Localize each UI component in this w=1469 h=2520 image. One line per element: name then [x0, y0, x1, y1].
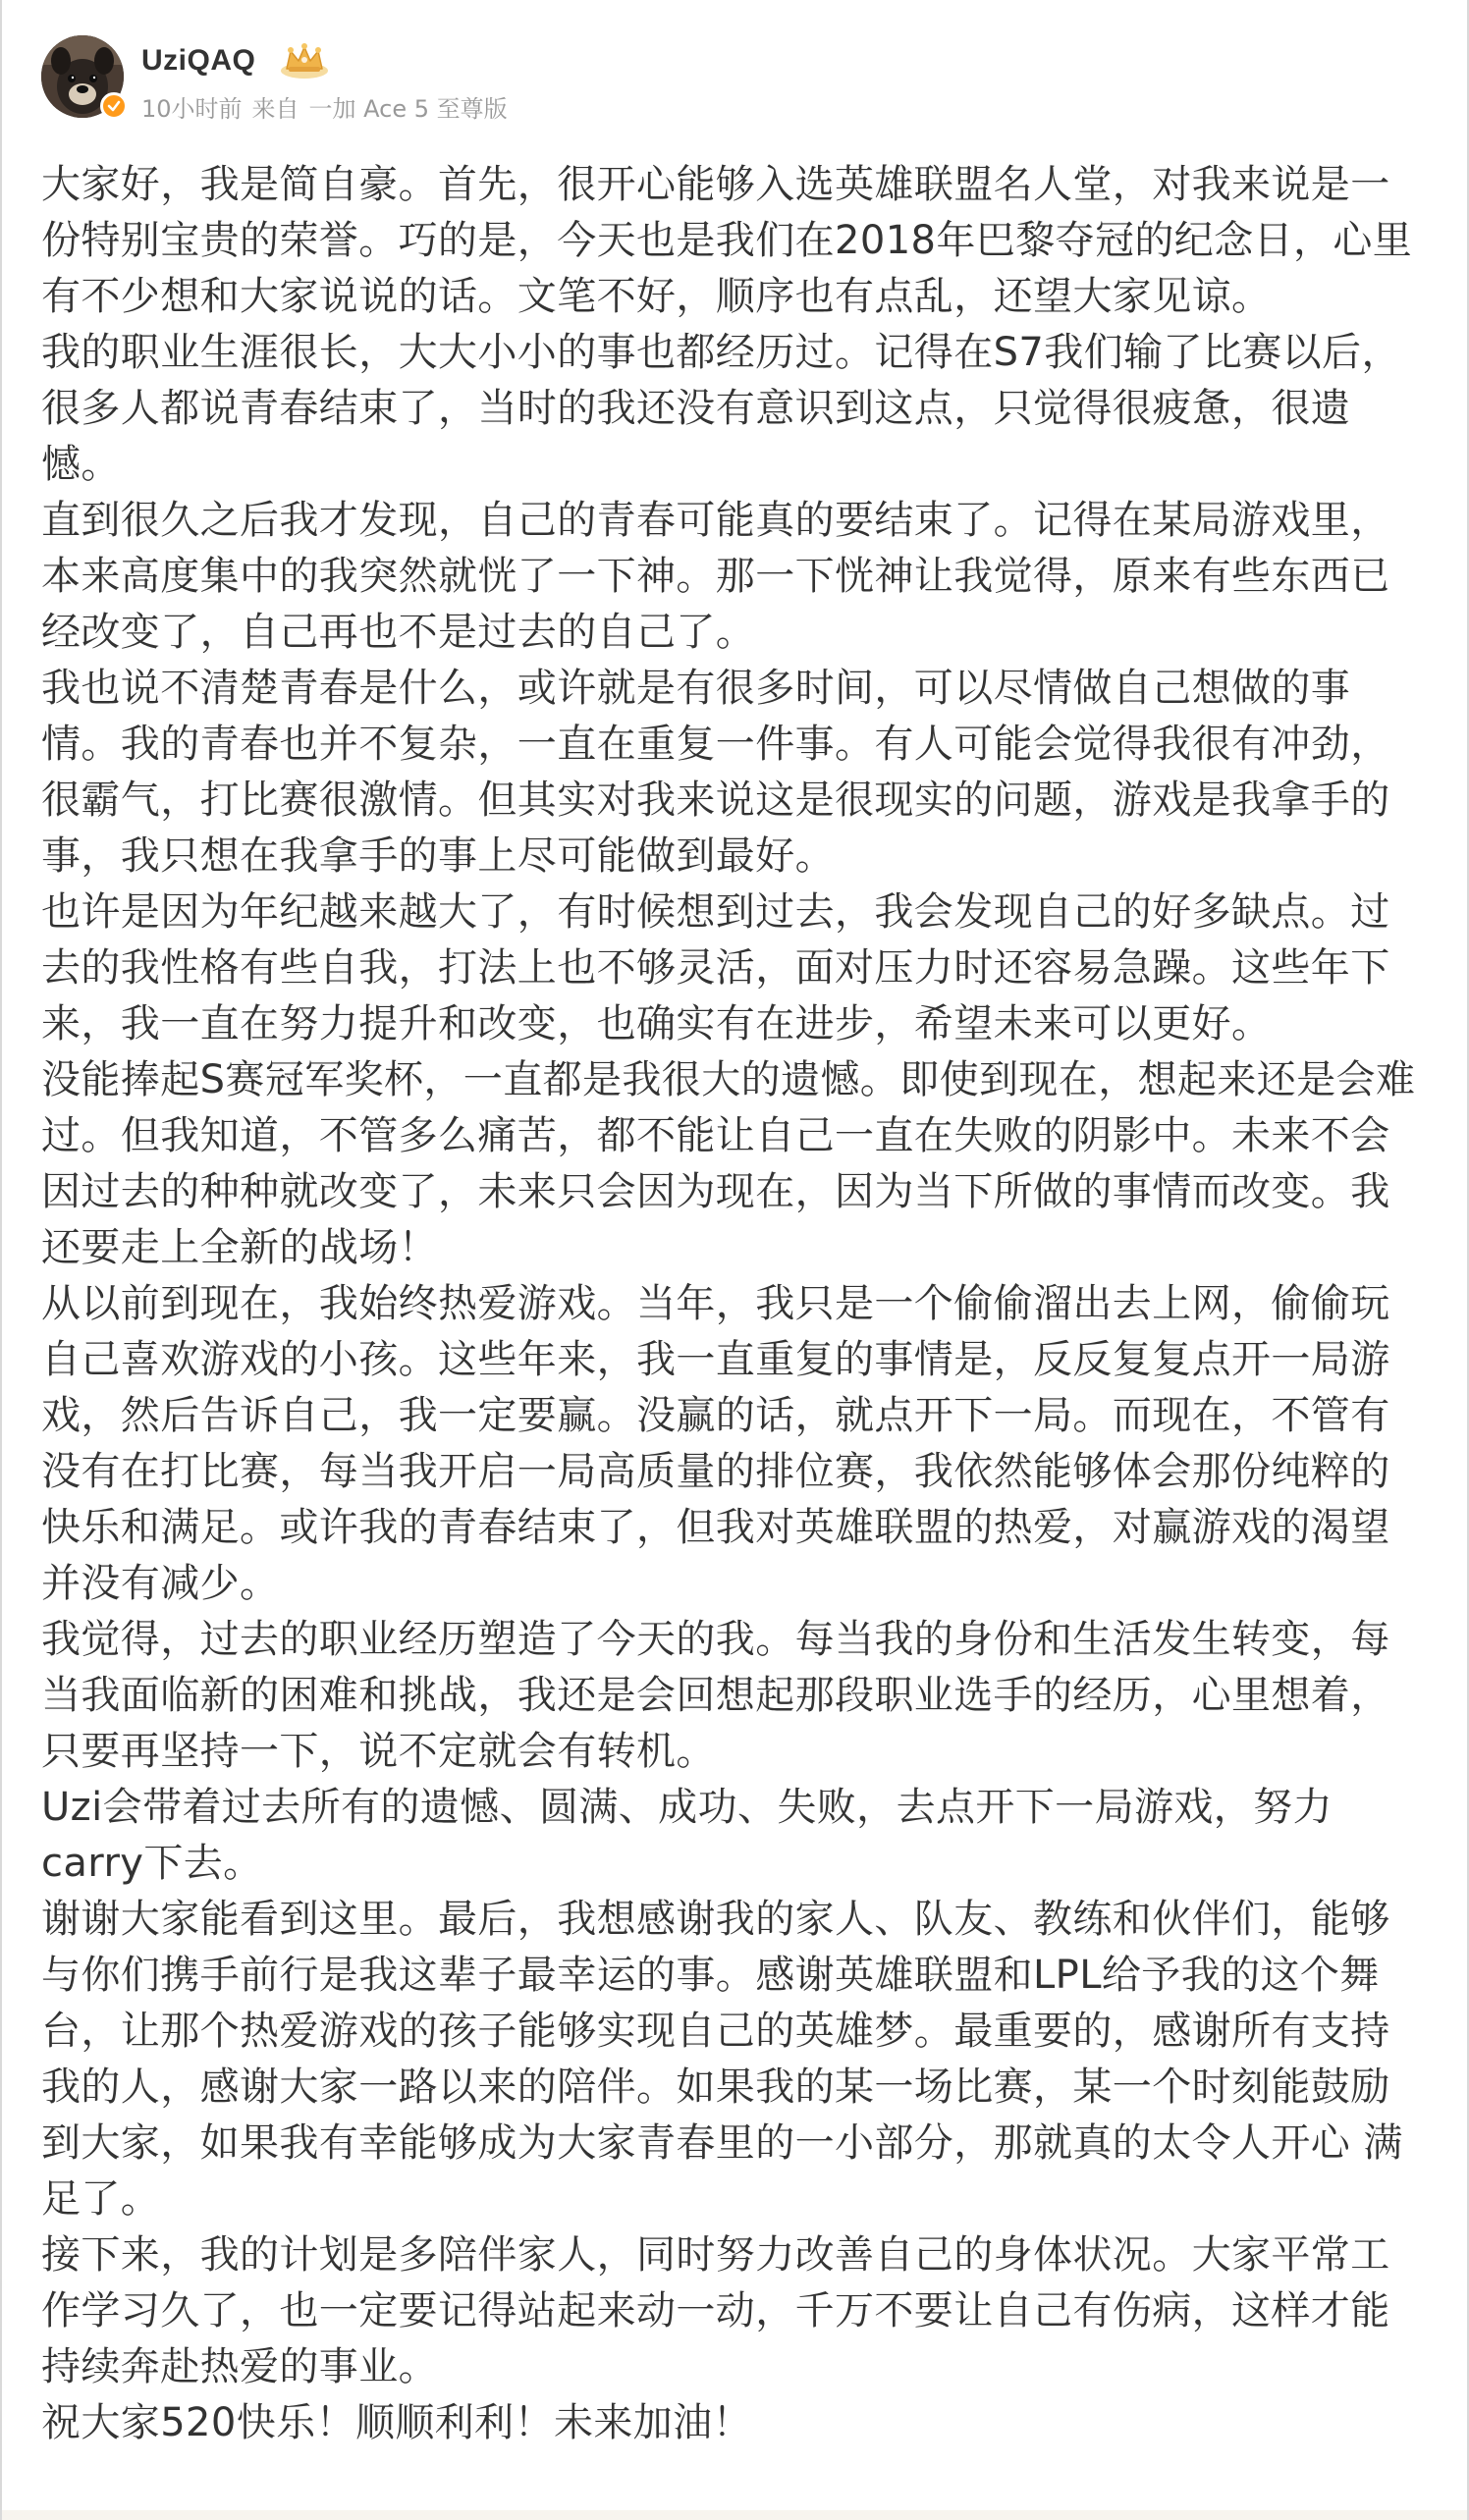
post-content — [41, 157, 1426, 2451]
author-name[interactable]: UziQAQ — [141, 44, 256, 77]
paragraph: 直到很久之后我才发现，自己的青春可能真的要结束了。记得在某局游戏里，本来高度集中的我突然就恍了一下神。那一下恍神让我觉得，原来有些东西已经改变了，自己再也不是过去的自己了。 — [41, 498, 1390, 655]
member-crown-icon[interactable] — [279, 41, 330, 80]
paragraph: 没能捧起S赛冠军奖杯，一直都是我很大的遗憾。即使到现在，想起来还是会难过。但我知道，不管多么痛苦，都不能让自己一直在失败的阴影中。未来不会因过去的种种就改变了，未来只会因为现在，因为当下所做的事情而改变。我还要走上全新的战场！ — [41, 1057, 1416, 1270]
author-avatar[interactable] — [41, 35, 124, 118]
post-footer-divider — [2, 2510, 1467, 2520]
paragraph: Uzi会带着过去所有的遗憾、圆满、成功、失败，去点开下一局游戏，努力carry下去。 — [41, 1785, 1333, 1886]
paragraph: 我的职业生涯很长，大大小小的事也都经历过。记得在S7我们输了比赛以后，很多人都说青春结束了，当时的我还没有意识到这点，只觉得很疲惫，很遗憾。 — [41, 330, 1401, 487]
post-time[interactable]: 10小时前 — [141, 95, 243, 123]
paragraph: 我也说不清楚青春是什么，或许就是有很多时间，可以尽情做自己想做的事情。我的青春也并不复杂，一直在重复一件事。有人可能会觉得我很有冲劲，很霸气，打比赛很激情。但其实对我来说这是很现实的问题，游戏是我拿手的事，我只想在我拿手的事上尽可能做到最好。 — [41, 666, 1390, 879]
paragraph: 祝大家520快乐！顺顺利利！未来加油！ — [41, 2400, 752, 2445]
paragraph: 从以前到现在，我始终热爱游戏。当年，我只是一个偷偷溜出去上网，偷偷玩自己喜欢游戏的小孩。这些年来，我一直重复的事情是，反反复复点开一局游戏，然后告诉自己，我一定要赢。没赢的话，就点开下一局。而现在，不管有没有在打比赛，每当我开启一局高质量的排位赛，我依然能够体会那份纯粹的快乐和满足。或许我的青春结束了，但我对英雄联盟的热爱，对赢游戏的渴望并没有减少。 — [41, 1281, 1390, 1606]
paragraph: 大家好，我是简自豪。首先，很开心能够入选英雄联盟名人堂，对我来说是一份特别宝贵的荣誉。巧的是，今天也是我们在2018年巴黎夺冠的纪念日，心里有不少想和大家说说的话。文笔不好，顺序也有点乱，还望大家见谅。 — [41, 162, 1413, 319]
paragraph: 接下来，我的计划是多陪伴家人，同时努力改善自己的身体状况。大家平常工作学习久了，也一定要记得站起来动一动，千万不要让自己有伤病，这样才能持续奔赴热爱的事业。 — [41, 2232, 1390, 2389]
post-source-prefix: 来自 — [251, 95, 299, 123]
post-source[interactable]: 一加 Ace 5 至尊版 — [308, 95, 508, 123]
post-meta — [141, 94, 517, 124]
paragraph: 谢谢大家能看到这里。最后，我想感谢我的家人、队友、教练和伙伴们，能够与你们携手前行是我这辈子最幸运的事。感谢英雄联盟和LPL给予我的这个舞台，让那个热爱游戏的孩子能够实现自己的英雄梦。最重要的，感谢所有支持我的人，感谢大家一路以来的陪伴。如果我的某一场比赛，某一个时刻能鼓励到大家，如果我有幸能够成为大家青春里的一小部分，那就真的太令人开心 满足了。 — [41, 1897, 1403, 2222]
paragraph: 我觉得，过去的职业经历塑造了今天的我。每当我的身份和生活发生转变，每当我面临新的困难和挑战，我还是会回想起那段职业选手的经历，心里想着，只要再坚持一下，说不定就会有转机。 — [41, 1617, 1390, 1774]
paragraph: 也许是因为年纪越来越大了，有时候想到过去，我会发现自己的好多缺点。过去的我性格有些自我，打法上也不够灵活，面对压力时还容易急躁。这些年下来，我一直在努力提升和改变，也确实有在进步，希望未来可以更好。 — [41, 889, 1390, 1046]
post-header — [2, 0, 1467, 147]
verified-badge-icon — [100, 92, 128, 120]
